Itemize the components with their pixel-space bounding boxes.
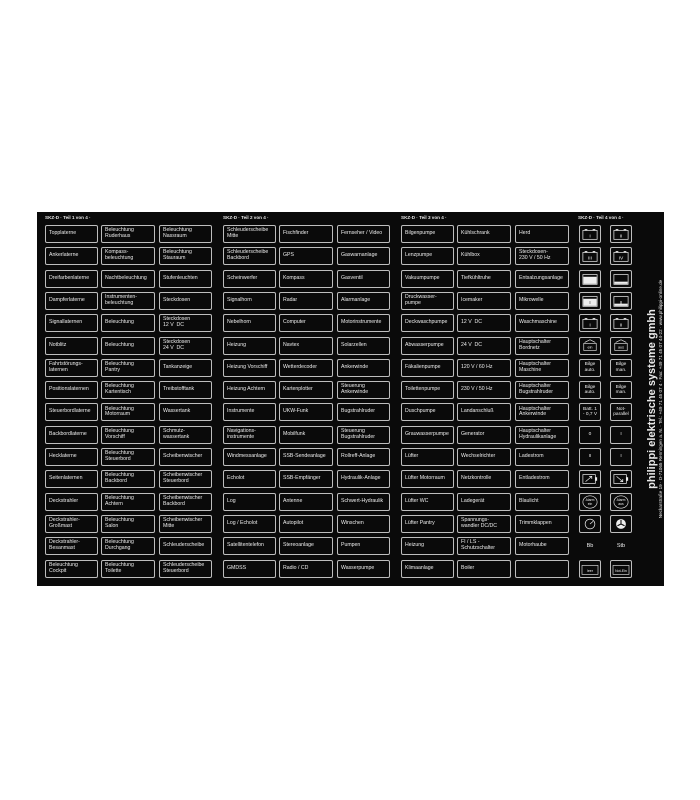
label-tile: Beleuchtung Vorschiff [101,426,155,444]
label-tile: Ankerwinde [337,359,390,377]
label-tile: Beleuchtung Cockpit [45,560,98,578]
label-tile: Abwasserpumpe [401,337,454,355]
label-tile: Beleuchtung Motorraum [101,403,155,421]
svg-text:I: I [589,323,591,329]
label-tile: Deckstrahler- Besanmast [45,537,98,555]
label-tile: GMDSS [223,560,276,578]
tank-empty-icon [610,270,632,288]
label-tile: Steckdosen 24 V DC [159,337,212,355]
discharge-arrow-icon [610,470,632,488]
label-tile: Ladestrom [515,448,569,466]
label-tile: Tiefkühltruhe [457,270,511,288]
label-tile: Deckwaschpumpe [401,314,454,332]
label-tile: Fahrtstörungs- laternen [45,359,98,377]
battery-IV-icon [610,247,632,265]
label-tile: Dreifarbenlaterne [45,270,98,288]
symbol-text-tile: Not- parallel [610,403,632,421]
label-tile: Steckdosen- 230 V / 50 Hz [515,247,569,265]
label-tile: Entsalzungsanlage [515,270,569,288]
label-tile: Navigations- instrumente [223,426,276,444]
label-tile: Nebelhorn [223,314,276,332]
label-tile: Beleuchtung Salon [101,515,155,533]
label-tile: Hauptschalter Ankerwinde [515,403,569,421]
label-tile: Lüfter Pantry [401,515,454,533]
label-tile: Nachtbeleuchtung [101,270,155,288]
label-tile: Treibstofftank [159,381,212,399]
fan-icon [610,515,632,533]
label-tile: Beleuchtung Backbord [101,470,155,488]
label-tile: Instrumente [223,403,276,421]
label-tile: Steuerung Bugstrahlruder [337,426,390,444]
battery-I-icon [579,225,601,243]
label-tile: Deckstrahler [45,493,98,511]
label-tile: Schleuderscheibe Mitte [223,225,276,243]
label-tile [515,560,569,578]
label-tile: Heizung [223,337,276,355]
label-tile: Heizung Achtern [223,381,276,399]
label-tile: Schleuderscheibe [159,537,212,555]
label-tile: Landanschluß [457,403,511,421]
label-tile: Stufenleuchten [159,270,212,288]
label-tile: Motorhaube [515,537,569,555]
label-tile: Vakuumpumpe [401,270,454,288]
gauge-icon [579,515,601,533]
label-tile: Wetterdecoder [279,359,333,377]
label-tile: Signalhorn [223,292,276,310]
label-tile: Computer [279,314,333,332]
label-tile: Windmessanlage [223,448,276,466]
part-title: SKZ-D · Teil 1 von 4 · [45,215,91,220]
label-tile: Scheibenwischer Mitte [159,515,212,533]
svg-text:IV: IV [618,256,624,262]
label-tile: Beleuchtung Steuerbord [101,448,155,466]
label-tile: 230 V / 50 Hz [457,381,511,399]
label-tile: Seitenlaternen [45,470,98,488]
aus-switch-icon [610,337,632,355]
label-sheet [37,212,664,586]
label-tile: 24 V DC [457,337,511,355]
label-tile: Topplaterne [45,225,98,243]
label-tile: Grauwasserpumpe [401,426,454,444]
label-tile: Hauptschalter Hydraulikanlage [515,426,569,444]
label-tile: Druckwasser- pumpe [401,292,454,310]
label-tile: Steuerung Ankerwinde [337,381,390,399]
tank-II-icon [610,292,632,310]
label-tile: Kartenplotter [279,381,333,399]
label-tile: Log / Echolot [223,515,276,533]
label-tile: Navtex [279,337,333,355]
label-tile: Icemaker [457,292,511,310]
label-tile: Steckdosen 12 V DC [159,314,212,332]
label-tile: 120 V / 60 Hz [457,359,511,377]
svg-text:III: III [587,256,593,262]
label-tile: UKW-Funk [279,403,333,421]
label-tile: Klimaanlage [401,560,454,578]
leer-icon [579,560,601,578]
label-tile: Schleuderscheibe Steuerbord [159,560,212,578]
label-tile: Beleuchtung Toilette [101,560,155,578]
company-name: philippi elektrische systeme gmbh [645,309,658,489]
charge-arrow-icon [579,470,601,488]
label-tile: Lenzpumpe [401,247,454,265]
label-tile: Motorinstrumente [337,314,390,332]
svg-text:aus: aus [618,345,624,350]
company-imprint [645,212,664,586]
label-tile: Mikrowelle [515,292,569,310]
label-tile: Beleuchtung Durchgang [101,537,155,555]
label-tile: Deckstrahler- Großmast [45,515,98,533]
alarm-ein-icon [579,493,601,511]
label-tile: Winschen [337,515,390,533]
label-tile: 12 V DC [457,314,511,332]
svg-text:II: II [619,234,623,240]
label-tile: Trimmklappen [515,515,569,533]
label-tile: Beleuchtung [101,314,155,332]
label-tile: Lüfter WC [401,493,454,511]
label-tile: Mobilfunk [279,426,333,444]
label-tile: Scheibenwischer [159,448,212,466]
label-tile: Kühlschrank [457,225,511,243]
label-tile: Tankanzeige [159,359,212,377]
label-tile: Wechselrichter [457,448,511,466]
label-tile: Backbordlaterne [45,426,98,444]
label-tile: Beleuchtung Nassraum [159,225,212,243]
symbol-text-tile: I [610,448,632,466]
label-tile: Gasventil [337,270,390,288]
label-tile: Kühlbox [457,247,511,265]
label-tile: Dampferlaterne [45,292,98,310]
battery-III-icon [579,247,601,265]
label-tile: Beleuchtung Kartentisch [101,381,155,399]
symbol-text-tile: Bilge auto. [579,381,601,399]
svg-text:aus: aus [618,501,624,506]
label-tile: Kompass [279,270,333,288]
svg-text:ein: ein [587,345,593,350]
label-tile: Heizung Vorschiff [223,359,276,377]
svg-text:Not-Ein: Not-Ein [615,568,627,573]
label-tile: Bilgenpumpe [401,225,454,243]
label-tile: Boiler [457,560,511,578]
ein-switch-icon [579,337,601,355]
label-tile: Radio / CD [279,560,333,578]
label-tile: Generator [457,426,511,444]
label-tile: Hauptschalter Bordnetz [515,337,569,355]
label-tile: Fäkalienpumpe [401,359,454,377]
label-tile: Scheinwerfer [223,270,276,288]
label-tile: Antenne [279,493,333,511]
label-tile: Hauptschalter Maschine [515,359,569,377]
svg-text:ein: ein [587,501,593,506]
battery-II-icon [610,314,632,332]
label-tile: Log [223,493,276,511]
label-tile: Scheibenwischer Steuerbord [159,470,212,488]
svg-text:leer: leer [587,568,593,573]
svg-text:Alarm: Alarm [616,497,626,502]
stb-label: Stb [616,543,626,550]
label-tile: Wassertank [159,403,212,421]
label-tile: Signallaternen [45,314,98,332]
label-tile: Hauptschalter Bugstrahlruder [515,381,569,399]
label-tile: Toilettenpumpe [401,381,454,399]
label-tile: Schleuderscheibe Backbord [223,247,276,265]
label-tile: Hecklaterne [45,448,98,466]
label-tile: SSB-Sendeanlage [279,448,333,466]
label-tile: Lüfter [401,448,454,466]
label-tile: Positionslaternen [45,381,98,399]
label-tile: GPS [279,247,333,265]
label-tile: Instrumenten- beleuchtung [101,292,155,310]
label-tile: Lüfter Motorraum [401,470,454,488]
svg-text:I: I [589,234,591,240]
bb-label: Bb [586,543,594,550]
label-tile: Radar [279,292,333,310]
label-tile: Pumpen [337,537,390,555]
label-tile: Ladegerät [457,493,511,511]
label-tile: Blaulicht [515,493,569,511]
company-contact: Neckarstraße 19 · D-71065 Renningen a. N. · Tel.: +49 71 45 07 4 · Fax: +49 71 45 07 44-22 · www.philippi-online.de [657,279,663,519]
label-tile: Gaswarnanlage [337,247,390,265]
label-tile: Heizung [401,537,454,555]
label-tile: Beleuchtung [101,337,155,355]
label-tile: Scheibenwischer Backbord [159,493,212,511]
label-tile: SSB-Empfänger [279,470,333,488]
tank-I-icon [579,292,601,310]
label-tile: FI / LS - Schutzschalter [457,537,511,555]
label-tile: Duschpumpe [401,403,454,421]
symbol-text-tile: 0 [579,426,601,444]
label-tile: Fischfinder [279,225,333,243]
svg-text:Alarm: Alarm [585,497,595,502]
symbol-text-tile: Batt. 1 - 0,7 V [579,403,601,421]
label-tile: Autopilot [279,515,333,533]
part-title: SKZ-D · Teil 2 von 4 · [223,215,269,220]
part-title: SKZ-D · Teil 3 von 4 · [401,215,447,220]
label-tile: Entladestrom [515,470,569,488]
label-tile: Rollreff-Anlage [337,448,390,466]
label-tile: Wasserpumpe [337,560,390,578]
alarm-aus-icon [610,493,632,511]
label-tile: Beleuchtung Pantry [101,359,155,377]
svg-text:I: I [589,299,591,305]
part-title: SKZ-D · Teil 4 von 4 · [578,215,624,220]
label-tile: Stereoanlage [279,537,333,555]
label-tile: Alarmanlage [337,292,390,310]
label-tile: Herd [515,225,569,243]
battery-II-icon [610,225,632,243]
label-tile: Steckdosen [159,292,212,310]
symbol-text-tile: Bilge auto. [579,359,601,377]
symbol-text-tile: I [610,426,632,444]
label-tile: Steuerbordlaterne [45,403,98,421]
label-tile: Netzkontrolle [457,470,511,488]
tank-full-icon [579,270,601,288]
label-tile: Satellitentelefon [223,537,276,555]
battery-I-icon [579,314,601,332]
label-tile: Schmutz- wassertank [159,426,212,444]
label-tile: Beleuchtung Achtern [101,493,155,511]
label-tile: Beleuchtung Ruderhaus [101,225,155,243]
label-tile: Schwert-Hydraulik [337,493,390,511]
svg-text:II: II [619,323,623,329]
symbol-text-tile: II [579,448,601,466]
label-tile: Solarzellen [337,337,390,355]
label-tile: Ankerlaterne [45,247,98,265]
label-tile: Hydraulik-Anlage [337,470,390,488]
svg-text:II: II [619,299,623,305]
symbol-text-tile: Bilge man. [610,381,632,399]
not-ein-icon [610,560,632,578]
label-tile: Beleuchtung Stauraum [159,247,212,265]
label-tile: Spannungs- wandler DC/DC [457,515,511,533]
label-tile: Notblitz [45,337,98,355]
symbol-text-tile: Bilge man. [610,359,632,377]
label-tile: Fernseher / Video [337,225,390,243]
label-tile: Echolot [223,470,276,488]
label-tile: Bugstrahlruder [337,403,390,421]
label-tile: Kompass- beleuchtung [101,247,155,265]
label-tile: Waschmaschine [515,314,569,332]
